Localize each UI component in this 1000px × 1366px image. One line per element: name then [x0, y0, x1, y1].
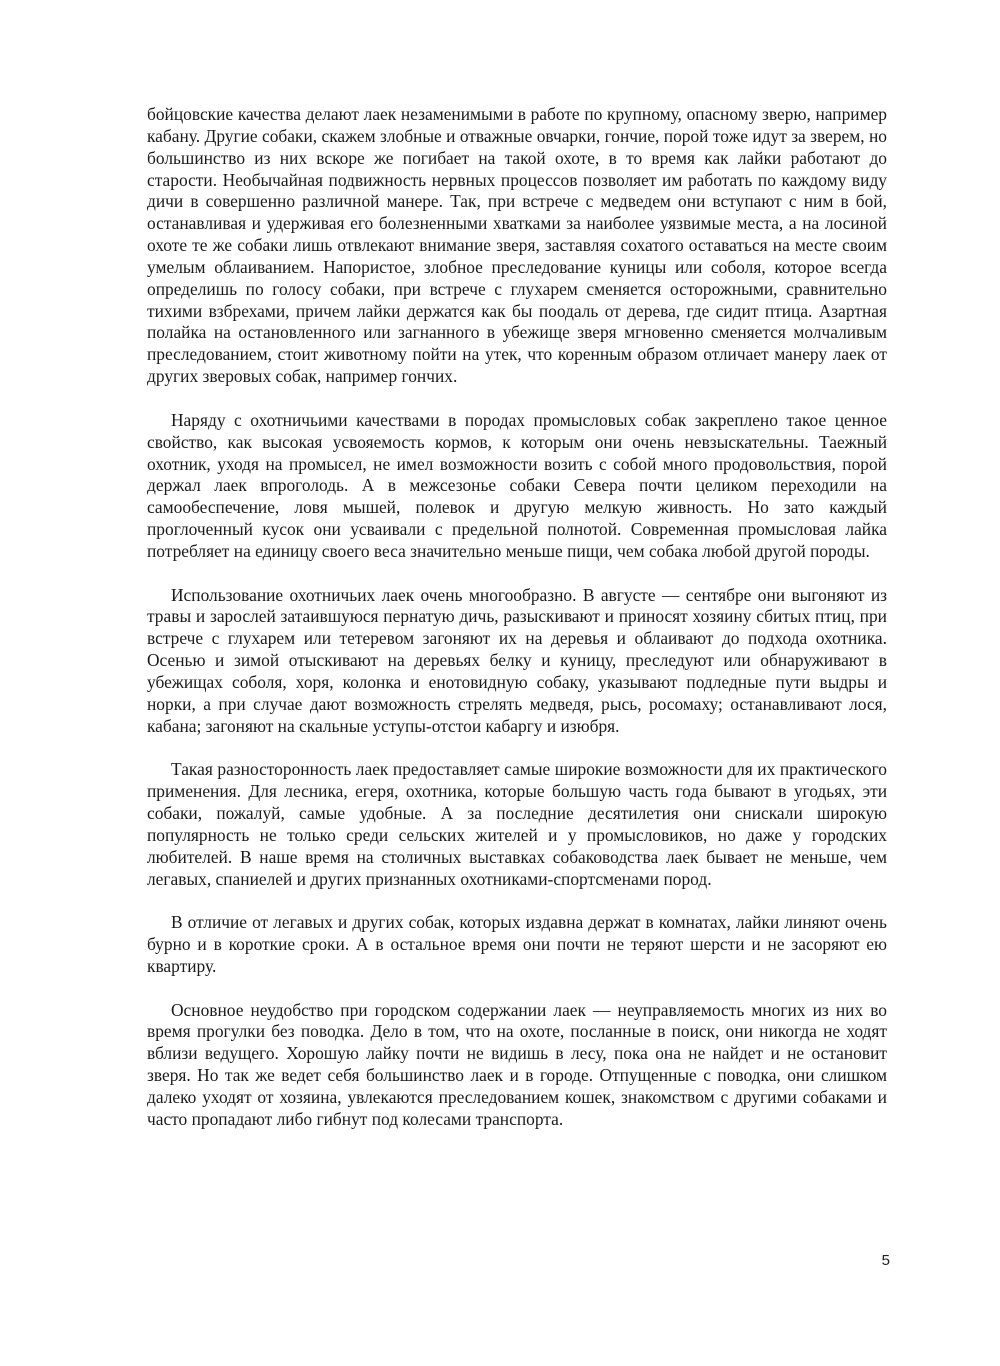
body-text — [147, 104, 887, 1153]
paragraph-4: Такая разносторонность лаек предоставляет самые широкие возможности для их практического применения. Для лесника, егеря, охотника, которые большую часть года бывают в угодьях, эти собаки, пожалуй, самые удобные. А за последние десятилетия они снискали широкую популярность не только среди сельских жителей и у промысловиков, но даже у городских любителей. В наше время на столичных выставках собаководства лаек бывает не меньше, чем легавых, спаниелей и других признанных охотниками-спортсменами пород. — [147, 759, 887, 889]
paragraph-5: В отличие от легавых и других собак, которых издавна держат в комнатах, лайки линяют очень бурно и в короткие сроки. А в остальное время они почти не теряют шерсти и не засоряют ею квартиру. — [147, 912, 887, 976]
paragraph-1: бойцовские качества делают лаек незаменимыми в работе по крупному, опасному зверю, например кабану. Другие собаки, скажем злобные и отважные овчарки, гончие, порой тоже идут за зверем, но большинство из них вскоре же погибает на такой охоте, в то время как лайки работают до старости. Необычайная подвижность нервных процессов позволяет им работать по каждому виду дичи в совершенно различной манере. Так, при встрече с медведем они вступают с ним в бой, останавливая и удерживая его болезненными хватками за наиболее уязвимые места, а на лосиной охоте те же собаки лишь отвлекают внимание зверя, заставляя сохатого оставаться на месте своим умелым облаиванием. Напористое, злобное преследование куницы или соболя, которое всегда определишь по голосу собаки, при встрече с глухарем сменяется осторожными, сравнительно тихими взбрехами, причем лайки держатся как бы поодаль от дерева, где сидит птица. Азартная полайка на остановленного или загнанного в убежище зверя мгновенно сменяется молчаливым преследованием, стоит животному пойти на утек, что коренным образом отличает манеру лаек от других зверовых собак, например гончих. — [147, 104, 887, 387]
paragraph-3: Использование охотничьих лаек очень многообразно. В августе — сентябре они выгоняют из травы и зарослей затаившуюся пернатую дичь, разыскивают и приносят хозяину сбитых птиц, при встрече с глухарем или тетеревом загоняют их на деревья и облаивают до подхода охотника. Осенью и зимой отыскивают на деревьях белку и куницу, преследуют или обнаруживают в убежищах соболя, хоря, колонка и енотовидную собаку, указывают подледные пути выдры и норки, а при случае дают возможность стрелять медведя, рысь, росомаху; останавливают лося, кабана; загоняют на скальные уступы-отстои кабаргу и изюбря. — [147, 584, 887, 736]
paragraph-6: Основное неудобство при городском содержании лаек — неуправляемость многих из них во время прогулки без поводка. Дело в том, что на охоте, посланные в поиск, они никогда не ходят вблизи ведущего. Хорошую лайку почти не видишь в лесу, пока она не найдет и не остановит зверя. Но так же ведет себя большинство лаек и в городе. Отпущенные с поводка, они слишком далеко уходят от хозяина, увлекаются преследованием кошек, знакомством с другими собаками и часто пропадают либо гибнут под колесами транспорта. — [147, 999, 887, 1129]
page-number: 5 — [881, 1252, 890, 1269]
paragraph-2: Наряду с охотничьими качествами в породах промысловых собак закреплено такое ценное свойство, как высокая усвояемость кормов, к которым они очень невзыскательны. Таежный охотник, уходя на промысел, не имел возможности возить с собой много продовольствия, порой держал лаек впроголодь. А в межсезонье собаки Севера почти целиком переходили на самообеспечение, ловя мышей, полевок и другую мелкую живность. Но зато каждый проглоченный кусок они усваивали с предельной полнотой. Современная промысловая лайка потребляет на единицу своего веса значительно меньше пищи, чем собака любой другой породы. — [147, 409, 887, 561]
